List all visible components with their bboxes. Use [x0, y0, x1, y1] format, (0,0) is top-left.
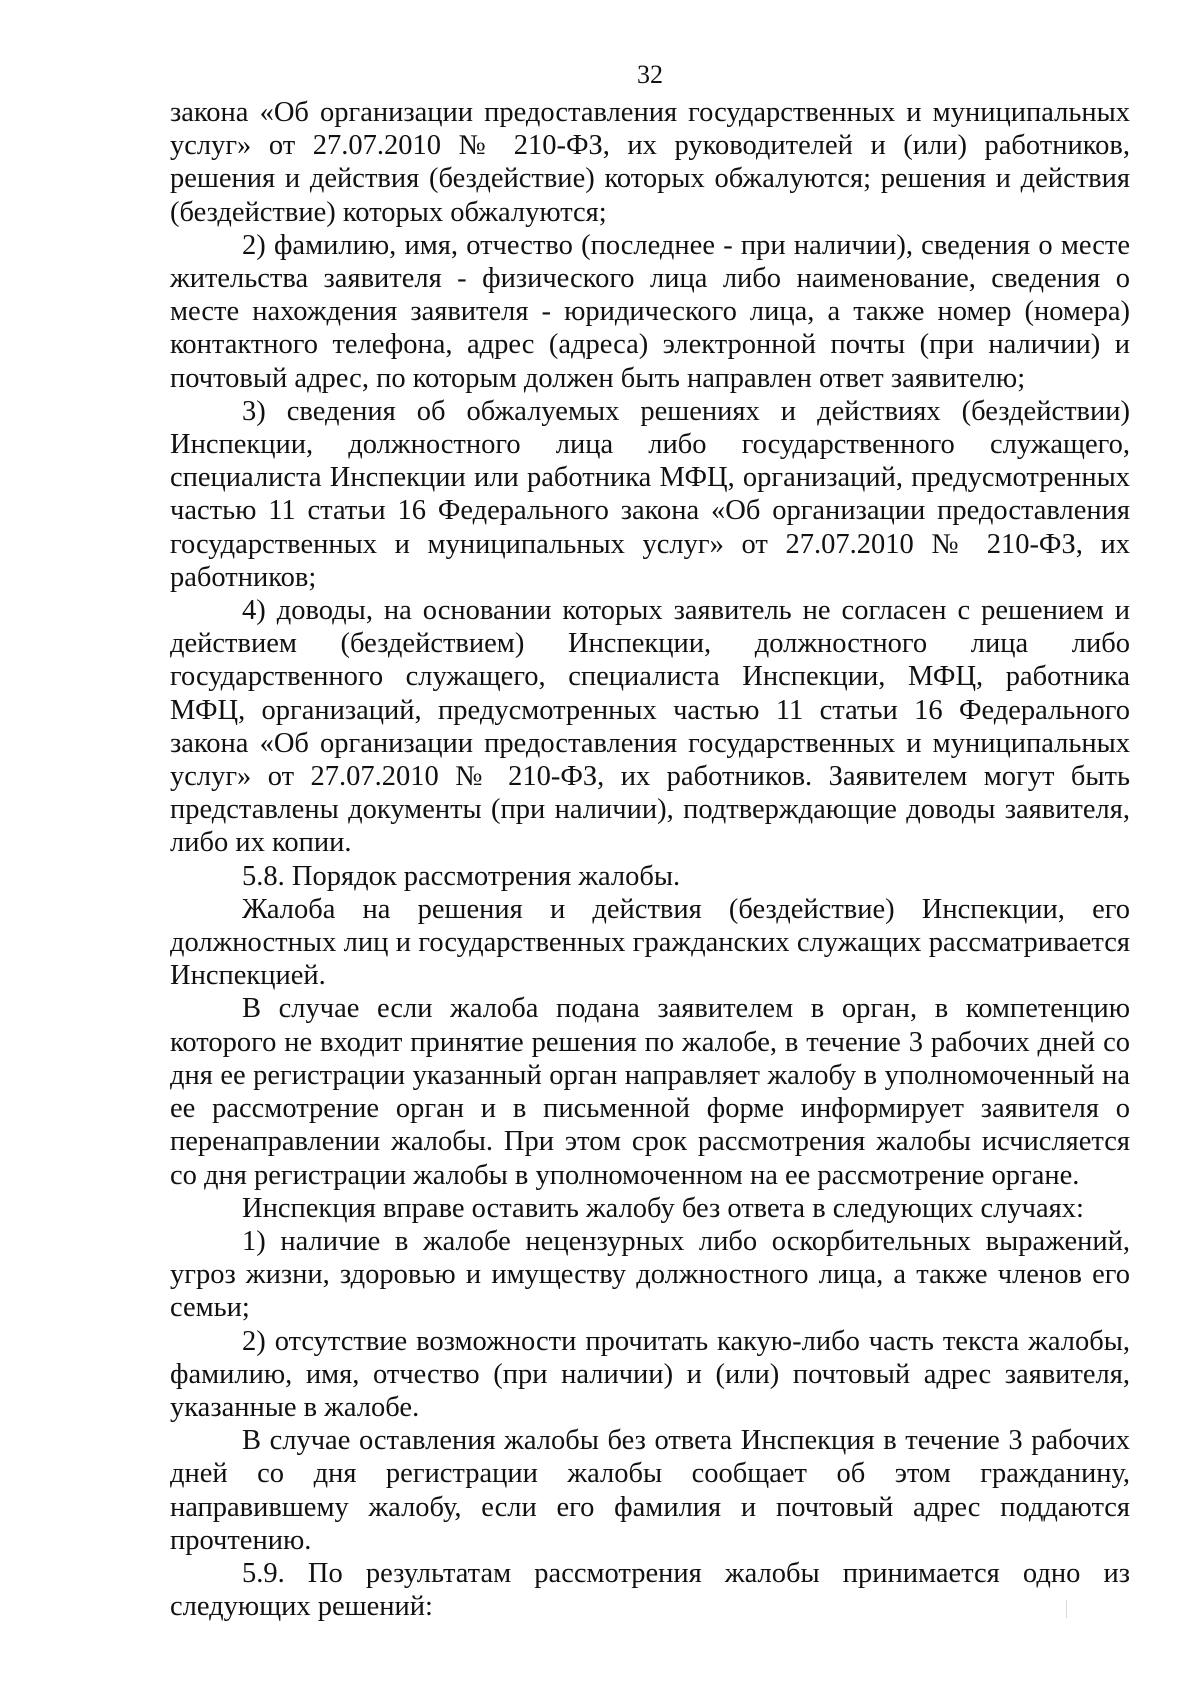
- paragraph-continuation: закона «Об организации предоставления государственных и муниципальных услуг» от 27.07.2010 № 210-ФЗ, их руководителей и (или) работников, решения и действия (бездействие) которых обжалуются; решения и действия (бездействие) которых обжалуются;: [170, 97, 1130, 228]
- scan-artifact: [1066, 1600, 1067, 1618]
- paragraph-no-answer-cases: Инспекция вправе оставить жалобу без ответа в следующих случаях:: [242, 1192, 1084, 1224]
- paragraph-case-2: 2) отсутствие возможности прочитать какую-либо часть текста жалобы, фамилию, имя, отчество (при наличии) и (или) почтовый адрес заявителя, указанные в жалобе.: [170, 1325, 1130, 1423]
- paragraph-item-4: 4) доводы, на основании которых заявитель не согласен с решением и действием (бездействием) Инспекции, должностного лица либо государственного служащего, специалиста Инспекции, МФЦ, работника МФЦ, организаций, предусмотренных частью 11 статьи 16 Федерального закона «Об организации предоставления государственных и муниципальных услуг» от 27.07.2010 № 210-ФЗ, их работников. Заявителем могут быть представлены документы (при наличии), подтверждающие доводы заявителя, либо их копии.: [170, 595, 1130, 859]
- paragraph-complaint-review: Жалоба на решения и действия (бездействие) Инспекции, его должностных лиц и государственных гражданских служащих рассматривается Инспекцией.: [170, 893, 1130, 992]
- paragraph-no-answer-notice: В случае оставления жалобы без ответа Инспекция в течение 3 рабочих дней со дня регистрации жалобы сообщает об этом гражданину, направившему жалобу, если его фамилия и почтовый адрес поддаются прочтению.: [170, 1425, 1130, 1556]
- paragraph-item-3: 3) сведения об обжалуемых решениях и действиях (бездействии) Инспекции, должностного лица либо государственного служащего, специалиста Инспекции или работника МФЦ, организаций, предусмотренных частью 11 статьи 16 Федерального закона «Об организации предоставления государственных и муниципальных услуг» от 27.07.2010 № 210-ФЗ, их работников;: [170, 395, 1130, 593]
- paragraph-redirect: В случае если жалоба подана заявителем в орган, в компетенцию которого не входит принятие решения по жалобе, в течение 3 рабочих дней со дня ее регистрации указанный орган направляет жалобу в уполномоченный на ее рассмотрение орган и в письменной форме информирует заявителя о перенаправлении жалобы. При этом срок рассмотрения жалобы исчисляется со дня регистрации жалобы в уполномоченном на ее рассмотрение органе.: [170, 993, 1130, 1191]
- document-body: [170, 96, 1130, 1623]
- page-number: 32: [637, 60, 663, 89]
- section-heading-5-9: 5.9. По результатам рассмотрения жалобы принимается одно из следующих решений:: [170, 1557, 1130, 1623]
- paragraph-case-1: 1) наличие в жалобе нецензурных либо оскорбительных выражений, угроз жизни, здоровью и имуществу должностного лица, а также членов его семьи;: [170, 1225, 1130, 1324]
- section-heading-5-8: 5.8. Порядок рассмотрения жалобы.: [242, 860, 681, 892]
- paragraph-item-2: 2) фамилию, имя, отчество (последнее - при наличии), сведения о месте жительства заявителя - физического лица либо наименование, сведения о месте нахождения заявителя - юридического лица, а также номер (номера) контактного телефона, адрес (адреса) электронной почты (при наличии) и почтовый адрес, по которым должен быть направлен ответ заявителю;: [170, 229, 1130, 394]
